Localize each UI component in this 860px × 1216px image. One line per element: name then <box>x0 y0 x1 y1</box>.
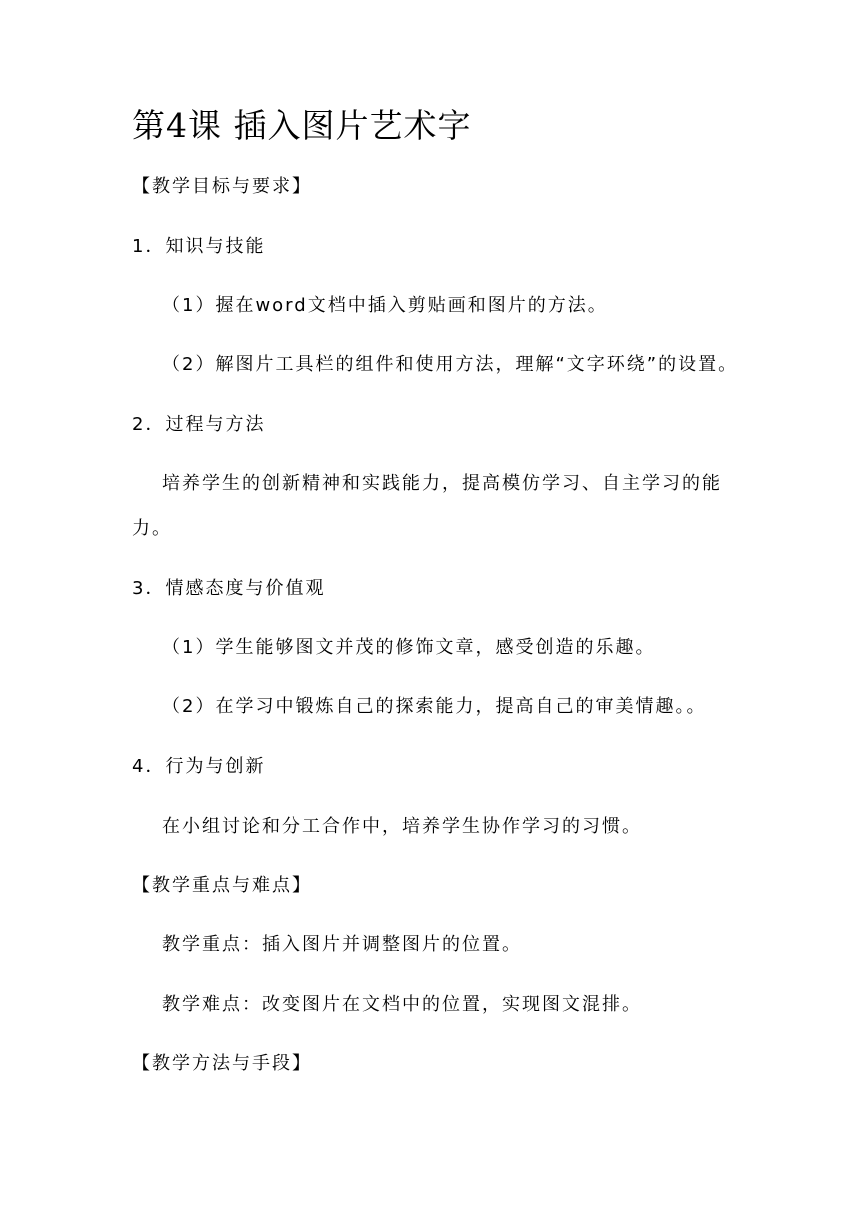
section-3-item-1: （1）学生能够图文并茂的修饰文章，感受创造的乐趣。 <box>162 637 656 658</box>
section-2-paragraph-line-2: 力。 <box>132 518 172 539</box>
objectives-heading: 【教学目标与要求】 <box>132 176 312 197</box>
section-4-paragraph: 在小组讨论和分工合作中，培养学生协作学习的习惯。 <box>162 816 642 837</box>
section-4-heading: 4．行为与创新 <box>132 756 266 777</box>
section-1-item-2: （2）解图片工具栏的组件和使用方法，理解“文字环绕”的设置。 <box>162 354 739 375</box>
keypoints-heading: 【教学重点与难点】 <box>132 875 312 896</box>
section-2-heading: 2．过程与方法 <box>132 414 266 435</box>
section-1-heading: 1．知识与技能 <box>132 236 266 257</box>
teaching-difficulty: 教学难点：改变图片在文档中的位置，实现图文混排。 <box>162 994 642 1015</box>
teaching-keypoint: 教学重点：插入图片并调整图片的位置。 <box>162 934 522 955</box>
section-3-heading: 3．情感态度与价值观 <box>132 578 326 599</box>
section-3-item-2: （2）在学习中锻炼自己的探索能力，提高自己的审美情趣。。 <box>162 696 707 717</box>
methods-heading: 【教学方法与手段】 <box>132 1053 312 1074</box>
section-2-paragraph-line-1: 培养学生的创新精神和实践能力，提高模仿学习、自主学习的能 <box>162 473 722 494</box>
section-1-item-1: （1）握在word文档中插入剪贴画和图片的方法。 <box>162 295 608 316</box>
lesson-title: 第4课 插入图片艺术字 <box>132 106 472 145</box>
